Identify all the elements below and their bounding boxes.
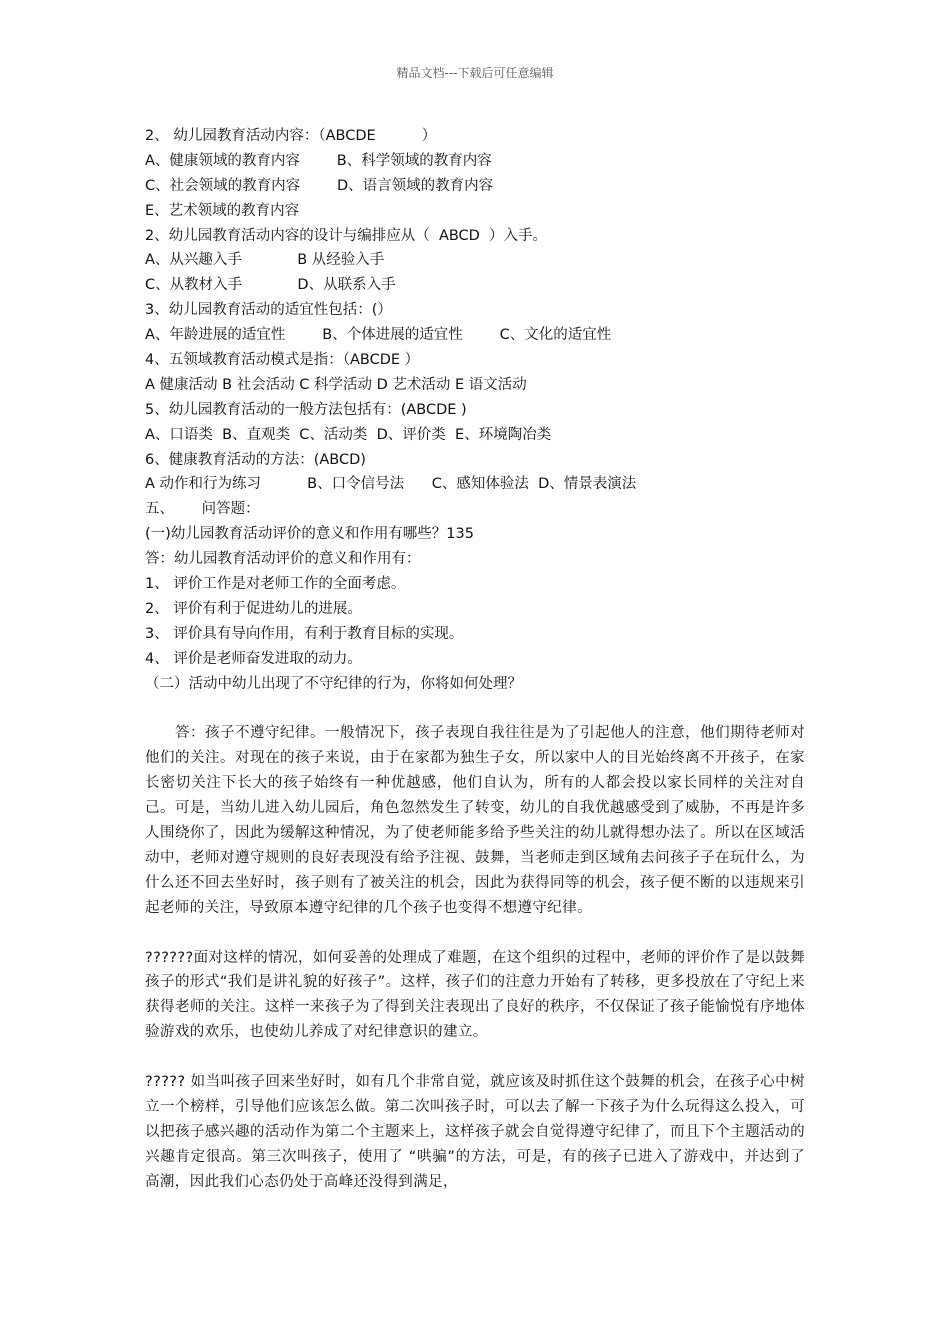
document-body [145,124,805,1195]
question-line: 5、幼儿园教育活动的一般方法包括有：(ABCDE ) [145,401,467,418]
option-line: A、健康领域的教育内容 B、科学领域的教育内容 [145,152,492,169]
option-line: C、社会领域的教育内容 D、语言领域的教育内容 [145,177,494,194]
option-line: A、口语类 B、直观类 C、活动类 D、评价类 E、环境陶冶类 [145,426,552,443]
option-line: A 健康活动 B 社会活动 C 科学活动 D 艺术活动 E 语文活动 [145,376,527,393]
answer-point: 3、 评价具有导向作用，有利于教育目标的实现。 [145,625,464,642]
page-header: 精品文档---下载后可任意编辑 [396,66,554,80]
question-line: (一)幼儿园教育活动评价的意义和作用有哪些？135 [145,526,474,543]
answer-point: 1、 评价工作是对老师工作的全面考虑。 [145,576,406,593]
option-line: A、年龄进展的适宜性 B、个体进展的适宜性 C、文化的适宜性 [145,327,612,344]
question-line: 4、五领域教育活动模式是指：（ABCDE ） [145,352,420,369]
option-line: A、从兴趣入手 B 从经验入手 [145,252,385,269]
question-line: 2、 幼儿园教育活动内容：（ABCDE ） [145,128,437,144]
answer-point: 2、 评价有利于促进幼儿的进展。 [145,600,362,617]
question-line: 3、幼儿园教育活动的适宜性包括：(） [145,302,392,319]
answer-paragraph: 答：孩子不遵守纪律。一般情况下，孩子表现自我往往是为了引起他人的注意，他们期待老师对他们的关注。对现在的孩子来说，由于在家都为独生子女，所以家中人的目光始终离不开孩子，在家长密切关注下长大的孩子始终有一种优越感，他们自认为，所有的人都会投以家长同样的关注对自己。可是，当幼儿进入幼儿园后，角色忽然发生了转变，幼儿的自我优越感受到了威胁，不再是许多人围绕你了，因此为缓解这种情况，为了使老师能多给予些关注的幼儿就得想办法了。所以在区域活动中，老师对遵守规则的良好表现没有给予注视、鼓舞，当老师走到区域角去问孩子子在玩什么，为什么还不回去坐好时，孩子则有了被关注的机会，因此为获得同等的机会，孩子便不断的以违规来引起老师的关注，导致原本遵守纪律的几个孩子也变得不想遵守纪律。 [145,725,805,916]
question-line: 6、健康教育活动的方法：(ABCD) [145,451,366,468]
answer-paragraph: ??????面对这样的情况，如何妥善的处理成了难题，在这个组织的过程中，老师的评价作了是以鼓舞孩子的形式“我们是讲礼貌的好孩子”。这样，孩子们的注意力开始有了转移，更多投放在了守纪上来获得老师的关注。这样一来孩子为了得到关注表现出了良好的秩序，不仅保证了孩子能愉悦有序地体验游戏的欢乐，也使幼儿养成了对纪律意识的建立。 [145,949,805,1041]
question-line: 2、幼儿园教育活动内容的设计与编排应从（ ABCD ）入手。 [145,227,548,244]
answer-point: 4、 评价是老师奋发进取的动力。 [145,650,362,667]
option-line: C、从教材入手 D、从联系入手 [145,277,396,294]
question-line: （二）活动中幼儿出现了不守纪律的行为，你将如何处理？ [145,675,522,692]
section-heading: 五、 问答题： [145,501,260,518]
option-line: E、艺术领域的教育内容 [145,202,300,219]
answer-line: 答：幼儿园教育活动评价的意义和作用有： [145,551,421,568]
answer-paragraph: ????? 如当叫孩子回来坐好时，如有几个非常自觉，就应该及时抓住这个鼓舞的机会，在孩子心中树立一个榜样，引导他们应该怎么做。第二次叫孩子时，可以去了解一下孩子为什么玩得这么投入，可以把孩子感兴趣的活动作为第二个主题来上，这样孩子就会自觉得遵守纪律了，而且下个主题活动的兴趣肯定很高。第三次叫孩子，使用了 “哄骗”的方法，可是，有的孩子已进入了游戏中，并达到了高潮，因此我们心态仍处于高峰还没得到满足， [145,1074,805,1190]
option-line: A 动作和行为练习 B、口令信号法 C、感知体验法 D、情景表演法 [145,476,637,493]
